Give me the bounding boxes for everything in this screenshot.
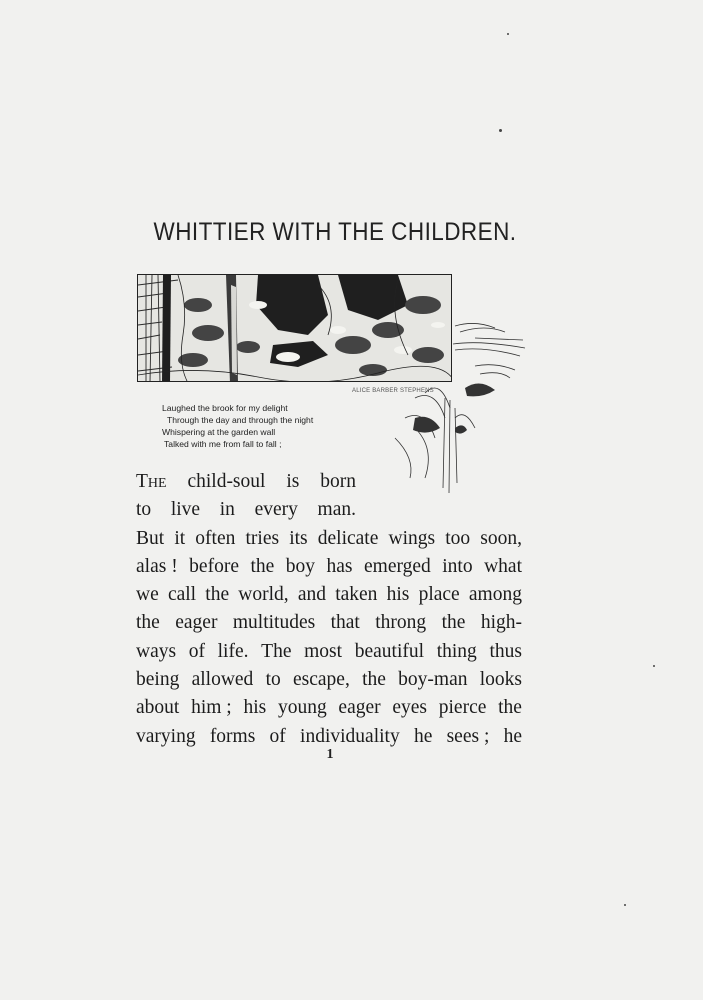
body-line: we call the world, and taken his place among — [136, 584, 522, 606]
paper-speck — [499, 129, 502, 132]
verse-line: Through the day and through the night — [167, 415, 314, 425]
artist-signature: ALICE BARBER STEPHENS — [352, 388, 434, 394]
body-line: about him ; his young eager eyes pierce the — [136, 697, 522, 719]
body-line: the eager multitudes that throng the high- — [136, 612, 522, 634]
page-title: WHITTIER WITH THE CHILDREN. — [153, 218, 517, 246]
paper-speck — [624, 904, 626, 906]
verse-line: Laughed the brook for my delight — [162, 403, 288, 413]
body-line: ways of life. The most beautiful thing thus — [136, 640, 522, 662]
body-line: varying forms of individuality he sees ; he — [136, 725, 522, 747]
page-number: 1 — [326, 747, 334, 762]
paper-speck — [653, 665, 655, 667]
body-paragraph — [136, 468, 522, 751]
verse-line: Whispering at the garden wall — [162, 427, 276, 437]
verse-caption — [162, 402, 372, 450]
paper-speck — [507, 33, 509, 35]
body-line: to live in every man. — [136, 499, 356, 521]
verse-line: Talked with me from fall to fall ; — [164, 439, 282, 449]
body-line: alas ! before the boy has emerged into what — [136, 555, 522, 577]
body-line: The child-soul is born — [136, 471, 356, 492]
body-line: being allowed to escape, the boy-man looks — [136, 669, 522, 691]
body-line: But it often tries its delicate wings too soon, — [136, 527, 522, 549]
